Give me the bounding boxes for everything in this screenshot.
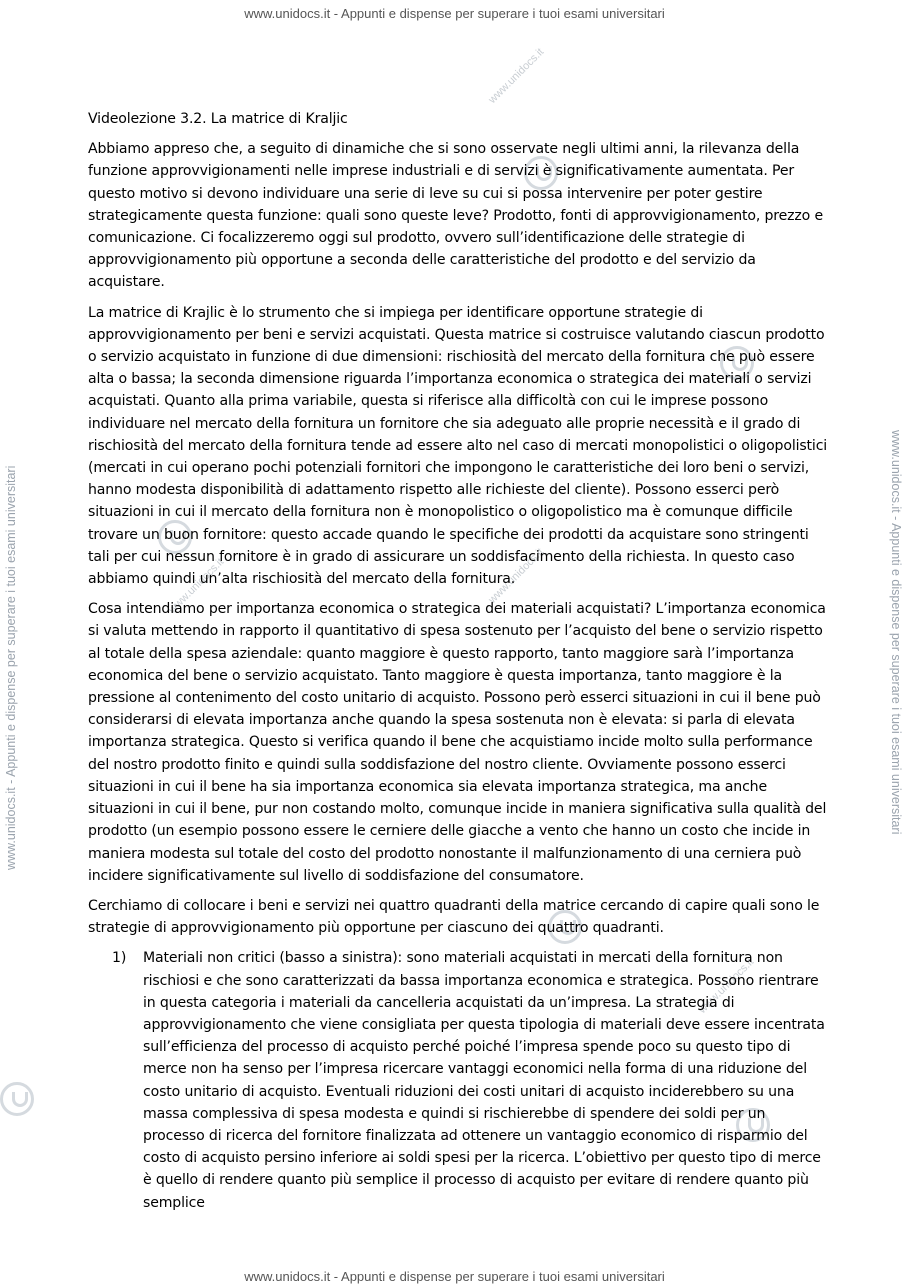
watermark-footer: www.unidocs.it - Appunti e dispense per superare i tuoi esami universitari: [244, 1269, 665, 1284]
paragraph: La matrice di Krajlic è lo strumento che si impiega per identificare opportune strategie di approvvigionamento per beni e servizi acquistati. Questa matrice si costruisce valutando ciascun prodotto o servizio acquistato in funzione di due dimensioni: rischiosità del mercato della fornitura che può essere alta o bassa; la seconda dimensione riguarda l’importanza economica o strategica dei materiali o servizi acquistati. Quanto alla prima variabile, questa si riferisce alla difficoltà con cui le imprese possono individuare nel mercato della fornitura un fornitore che sia adeguato alle proprie necessità e il grado di rischiosità del mercato della fornitura tende ad essere alto nel caso di mercati monopolistici o oligopolistici (mercati in cui operano pochi potenziali fornitori che impongono le caratteristiche dei loro beni o servizi, hanno modesta disponibilità di adattamento rispetto alle richieste del cliente). Possono esserci però situazioni in cui il mercato della fornitura non è monopolistico o oligopolistico ma è comunque difficile trovare un buon fornitore: questo accade quando le specifiche dei prodotti da acquistare sono stringenti tali per cui nessun fornitore è in grado di assicurare un soddisfacimento della richiesta. In questo caso abbiamo quindi un’alta rischiosità del mercato della fornitura.: [88, 304, 828, 588]
list-item-number: 1): [112, 950, 127, 967]
watermark-left: www.unidocs.it - Appunti e dispense per superare i tuoi esami universitari: [4, 465, 18, 870]
paragraph: Abbiamo appreso che, a seguito di dinamiche che si sono osservate negli ultimi anni, la rilevanza della funzione approvvigionamenti nelle imprese industriali e di servizi è significativamente aumentata. Per questo motivo si devono individuare una serie di leve su cui si possa intervenire per poter gestire strategicamente questa funzione: quali sono queste leve? Prodotto, fonti di approvvigionamento, prezzo e comunicazione. Ci focalizzeremo oggi sul prodotto, ovvero sull’identificazione delle strategie di approvvigionamento più opportune a seconda delle caratteristiche del prodotto e del servizio da acquistare.: [88, 141, 823, 291]
numbered-list: [88, 947, 828, 1213]
document-body: [88, 108, 828, 1214]
document-title: Videolezione 3.2. La matrice di Kraljic: [88, 111, 348, 127]
watermark-faint: www.unidocs.it: [486, 46, 547, 106]
list-item-text: Materiali non critici (basso a sinistra): sono materiali acquistati in mercati della fornitura non rischiosi e che sono caratterizzati da bassa importanza economica e strategica. Possono rientrare in questa categoria i materiali da cancelleria acquistati da un’impresa. La strategia di approvvigionamento che viene consigliata per questa tipologia di materiali deve essere incentrata sull’efficienza del processo di acquisto perché poiché l’impresa spende poco su questo tipo di merce non ha senso per l’impresa ricercare vantaggi economici nella forma di una riduzione del costo unitario di acquisto. Eventuali riduzioni dei costi unitari di acquisto inciderebbero su una massa complessiva di spesa modesta e quindi si rischierebbe di spendere dei soldi per un processo di ricerca del fornitore finalizzata ad ottenere un vantaggio economico di risparmio del costo di acquisto persino inferiore ai soldi spesi per la ricerca. L’obiettivo per questo tipo di merce è quello di rendere quanto più semplice il processo di acquisto per evitare di rendere quanto più semplice: [143, 950, 825, 1211]
watermark-header: www.unidocs.it - Appunti e dispense per superare i tuoi esami universitari: [244, 6, 665, 21]
watermark-logo-icon: [0, 1082, 34, 1116]
watermark-faint: www.unidocs.it: [166, 556, 227, 616]
paragraph: Cerchiamo di collocare i beni e servizi nei quattro quadranti della matrice cercando di capire quali sono le strategie di approvvigionamento più opportune per ciascuno dei quattro quadranti.: [88, 897, 820, 937]
watermark-faint: www.unidocs.it: [486, 546, 547, 606]
watermark-faint: www.unidocs.it: [696, 956, 757, 1016]
list-item: [88, 947, 828, 1213]
watermark-right: www.unidocs.it - Appunti e dispense per superare i tuoi esami universitari: [889, 430, 903, 835]
paragraph: Cosa intendiamo per importanza economica o strategica dei materiali acquistati? L’importanza economica si valuta mettendo in rapporto il quantitativo di spesa sostenuto per l’acquisto del bene o servizio rispetto al totale della spesa aziendale: quanto maggiore è questo rapporto, tanto maggiore sarà l’importanza economica del bene o servizio acquistato. Tanto maggiore è questa importanza, tanto maggiore è la pressione al contenimento del costo unitario di acquisto. Possono però esserci situazioni in cui il bene può considerarsi di elevata importanza anche quando la spesa sostenuta non è elevata: si parla di elevata importanza strategica. Questo si verifica quando il bene che acquistiamo incide molto sulla performance del nostro prodotto finito e quindi sulla soddisfazione del nostro cliente. Ovviamente possono esserci situazioni in cui il bene ha sia importanza economica sia elevata importanza strategica, ma anche situazioni in cui il bene, pur non costando molto, comunque incide in maniera significativa sulla qualità del prodotto (un esempio possono essere le cerniere delle giacche a vento che hanno un costo che incide in maniera modesta sul totale del costo del prodotto nonostante il malfunzionamento di una cerniera può incidere significativamente sul livello di soddisfazione del consumatore.: [88, 601, 827, 884]
